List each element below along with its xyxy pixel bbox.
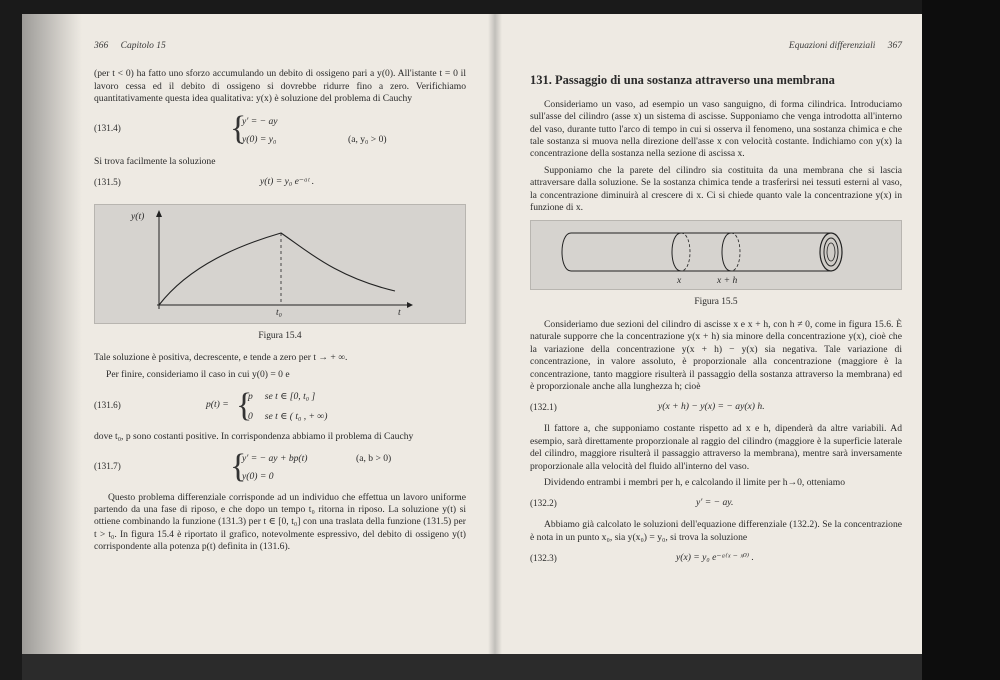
equation-label: (131.7) (94, 460, 121, 471)
book-gutter (488, 14, 502, 654)
paragraph-5: Dividendo entrambi i membri per h, e calcolando il limite per h→0, otteniamo (544, 476, 846, 488)
oxygen-debt-graph (95, 205, 465, 323)
paragraph-finally: Per finire, consideriamo il caso in cui y(0) = 0 e (106, 368, 290, 380)
eq-formula: y(x + h) − y(x) = − ay(x) h. (658, 401, 765, 413)
eq-formula: y(x) = y₀ e⁻ᵃ⁽ˣ ⁻ ˣ⁰⁾ . (676, 552, 754, 564)
right-chapter-title: Equazioni differenziali (788, 41, 876, 51)
closing-paragraph: Questo problema differenziale corrisponde ad un individuo che effettua un lavoro uniforme partendo da una fase di riposo, e che dopo un tempo t₀ ritorna in riposo. La soluzione y(t) si ottiene combinando la funzione (131.3) per t ∈ [0, t₀] con una traslata della funzione (131.5) per t > t₀. In figura 15.4 è riportato il grafico, notevolmente espressivo, del debito di ossigeno y(t) corrispondente alla potenza p(t) definita in (131.6). (94, 491, 466, 553)
eq-line2: y(0) = 0 (242, 470, 274, 482)
section-x-label: x (677, 275, 682, 287)
right-page-header (530, 40, 902, 52)
page-edge-shadow (22, 14, 82, 654)
y-axis-arrow (156, 210, 162, 217)
left-page-number: 366 (94, 41, 109, 51)
x-axis-arrow (407, 302, 413, 308)
equation-label: (131.6) (94, 400, 121, 411)
paragraph-2: Supponiamo che la parete del cilindro sia costituita da una membrana che si lascia attraversare dalla soluzione. Se la sostanza chimica tende a trasferirsi nei tessuti esterni al vaso, la concentrazione diminuirà al crescere di x. Ci si chiede quanto vale la concentrazione y(x) in funzione di x. (530, 164, 902, 214)
section-x-back (681, 233, 690, 271)
figure-15-5 (530, 220, 902, 290)
right-page-number: 367 (887, 41, 902, 51)
section-xh-back (731, 233, 740, 271)
left-page-header (94, 40, 466, 52)
equation-label: (132.3) (530, 553, 557, 564)
eq-line2: y(0) = y₀ (242, 133, 277, 145)
section-x-front (672, 233, 681, 271)
scan-border-right (922, 0, 1000, 680)
equation-label: (132.2) (530, 498, 557, 509)
eq-case2: 0 se t ∈ ( t₀ , + ∞) (248, 411, 328, 423)
cylinder-diagram (531, 221, 901, 289)
paragraph-1: Consideriamo un vaso, ad esempio un vaso sanguigno, di forma cilindrica. Introduciamo sull'asse del cilindro (asse x) un sistema di ascisse. Supponiamo che venga introdotta all'interno del vaso, durante tutto l'arco di tempo in cui si osserva il fenomeno, una sostanza chimica e che tale sostanza si muova nella direzione dell'asse x con velocità costante. Indichiamo con y(x) la concentrazione della sostanza nella sezione di ascissa x. (530, 98, 902, 160)
x-axis-label: t (398, 307, 401, 319)
figure-15-4-caption: Figura 15.4 (258, 331, 302, 342)
equation-label: (132.1) (530, 402, 557, 413)
eq-formula: y(t) = y₀ e⁻ᵃᵗ . (260, 176, 315, 188)
eq-line1: y′ = − ay + bp(t) (242, 452, 308, 464)
equation-131-7 (94, 448, 466, 486)
equation-132-1 (530, 397, 902, 419)
figure-15-5-caption: Figura 15.5 (694, 297, 738, 308)
paragraph-where: dove t₀, p sono costanti positive. In corrispondenza abbiamo il problema di Cauchy (94, 431, 414, 443)
equation-132-2 (530, 493, 902, 515)
section-title: 131. Passaggio di una sostanza attraverso una membrana (530, 73, 835, 88)
t0-label: t₀ (276, 307, 283, 319)
brace-glyph: { (230, 109, 247, 147)
equation-label: (131.5) (94, 177, 121, 188)
paragraph-4: Il fattore a, che supponiamo costante rispetto ad x e h, dipenderà da altre variabili. Ad esempio, sarà direttamente proporzionale al raggio del cilindro (maggiore è la superficie laterale del cilindro, maggiore risulterà il passaggio attraverso la membrana), mentre sarà inversamente proporzionale alla velocità del fluido all'interno del vaso. (530, 423, 902, 472)
eq-formula: y′ = − ay. (696, 497, 734, 509)
paragraph-6: Abbiamo già calcolato le soluzioni dell'equazione differenziale (132.2). Se la concentrazione è nota in un punto x₀, sia y(x₀) = y₀, si trova la soluzione (530, 519, 902, 543)
eq-lhs: p(t) = (206, 399, 229, 411)
y-axis-label: y(t) (131, 211, 145, 223)
left-page (94, 40, 466, 558)
equation-131-6 (94, 385, 466, 427)
scan-border-bottom (22, 654, 922, 680)
paragraph-3: Consideriamo due sezioni del cilindro di ascisse x e x + h, con h ≠ 0, come in figura 15.6. È naturale supporre che la concentrazione y(x + h) sia minore della concentrazione y(x), cioè che la variazione della concentrazione y(x + h) − y(x) sia negativa. Tale variazione di concentrazione, in valore assoluto, è proporzionale alla concentrazione (maggiore è la concentrazione, tanto maggiore risulterà il passaggio della sostanza attraverso la membrana) ed è proporzionale anche alla lunghezza h; cioè (530, 318, 902, 392)
equation-131-5 (94, 172, 466, 194)
left-chapter-title: Capitolo 15 (120, 41, 166, 51)
paragraph-after-figure: Tale soluzione è positiva, decrescente, e tende a zero per t → + ∞. (94, 352, 348, 364)
brace-glyph: { (230, 447, 247, 485)
eq-line1: y′ = − ay (242, 115, 278, 127)
solution-sentence: Si trova facilmente la soluzione (94, 155, 216, 167)
intro-paragraph: (per t < 0) ha fatto uno sforzo accumulando un debito di ossigeno pari a y(0). All'istante t = 0 il lavoro cessa ed il debito di ossigeno si dovrebbe ridurre fino a zero. Verifichiamo quantitativamente questa idea qualitativa: y(x) è soluzione del problema di Cauchy (94, 68, 466, 105)
eq-condition: (a, b > 0) (356, 452, 392, 464)
eq-case1: p se t ∈ [0, t₀ ] (248, 391, 316, 403)
eq-condition: (a, y₀ > 0) (348, 133, 387, 145)
right-page (530, 40, 902, 570)
figure-15-4 (94, 204, 466, 324)
brace-glyph: { (236, 387, 253, 425)
equation-131-4 (94, 110, 466, 150)
equation-132-3 (530, 548, 902, 570)
cylinder-left-end (562, 233, 571, 271)
solution-curve (159, 233, 395, 305)
cylinder-right-end (820, 233, 842, 271)
section-xh-label: x + h (717, 275, 738, 287)
section-xh-front (722, 233, 731, 271)
equation-label: (131.4) (94, 122, 121, 133)
